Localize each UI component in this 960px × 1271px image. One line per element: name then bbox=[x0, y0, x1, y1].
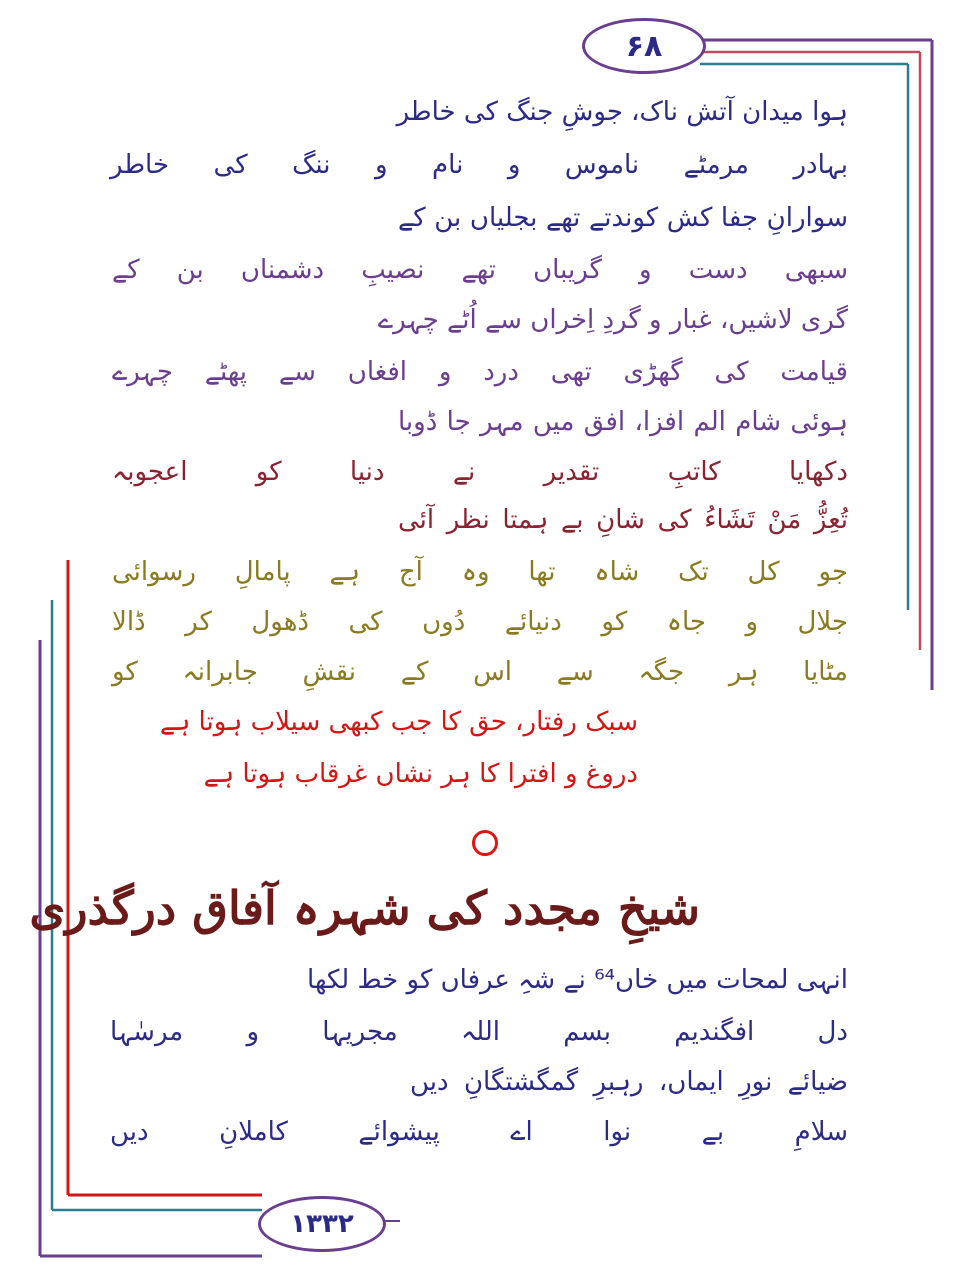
verse-line: سبک رفتار، حق کا جب کبھی سیلاب ہوتا ہے bbox=[159, 707, 638, 737]
verse-line: ضیائے نورِ ایماں، رہبرِ گمگشتگانِ دیں bbox=[410, 1067, 848, 1097]
section-heading: شیخِ مجدد کی شہرہ آفاق درگذری bbox=[29, 881, 700, 935]
verse-line: دروغ و افترا کا ہر نشاں غرقاب ہوتا ہے bbox=[203, 759, 638, 789]
running-page-number: ۱۳۳۲ bbox=[290, 1209, 354, 1239]
verse-line: سلامِ بے نوا اے پیشوائے کاملانِ دیں bbox=[110, 1117, 848, 1147]
verse-line: گری لاشیں، غبار و گردِ اِخراں سے اُٹے چہرے bbox=[377, 305, 848, 335]
running-page-number-badge bbox=[258, 1196, 386, 1252]
verse-line: بہادر مرمٹے ناموس و نام و ننگ کی خاطر bbox=[110, 150, 848, 180]
verse-line: تُعِزُّ مَنْ تَشَاءُ کی شانِ بے ہمتا نظر آئی bbox=[398, 505, 848, 535]
section-divider-circle bbox=[472, 830, 498, 856]
verse-line: جلال و جاہ کو دنیائے دُوں کی ڈھول کر ڈالا bbox=[112, 607, 848, 637]
verse-line: ہوا میدان آتش ناک، جوشِ جنگ کی خاطر bbox=[396, 97, 848, 127]
verse-line: مٹایا ہر جگہ سے اس کے نقشِ جابرانہ کو bbox=[112, 657, 848, 687]
verse-line: ہوئی شام الم افزا، افق میں مہر جا ڈوبا bbox=[398, 407, 848, 437]
page-number: ۶۸ bbox=[625, 28, 663, 64]
verse-line: جو کل تک شاہ تھا وہ آج ہے پامالِ رسوائی bbox=[112, 557, 848, 587]
verse-line: دل افگندیم بسم اللہ مجریہا و مرسٰہا bbox=[110, 1017, 848, 1047]
verse-line: انہی لمحات میں خاں⁶⁴ نے شہِ عرفاں کو خط لکھا bbox=[307, 965, 848, 995]
verse-line: دکھایا کاتبِ تقدیر نے دنیا کو اعجوبہ bbox=[112, 457, 848, 487]
verse-line: قیامت کی گھڑی تھی درد و افغاں سے پھٹے چہرے bbox=[112, 357, 848, 387]
verse-line: سبھی دست و گریباں تھے نصیبِ دشمناں بن کے bbox=[112, 255, 848, 285]
page-number-badge bbox=[582, 18, 706, 74]
verse-line: سوارانِ جفا کش کوندتے تھے بجلیاں بن کے bbox=[398, 203, 848, 233]
